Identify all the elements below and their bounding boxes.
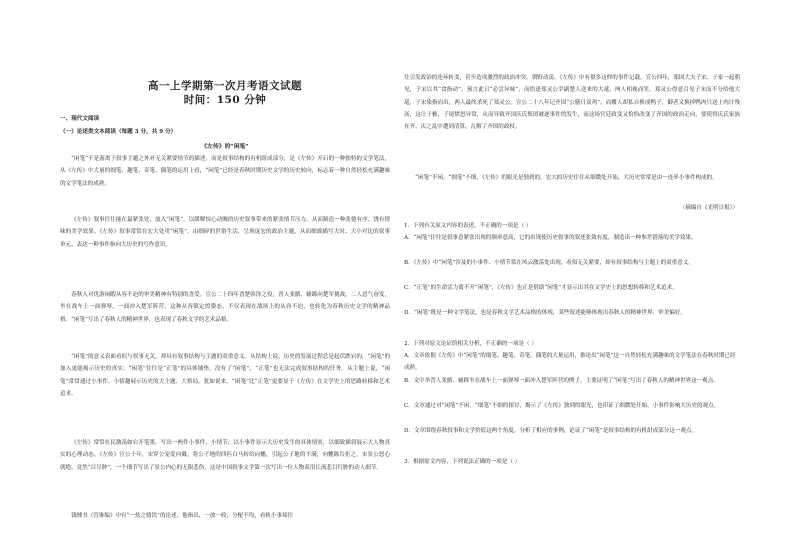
question-1-option-b: B．《左传》中“闲笔”涉及的小事件、小情节常在风云激荡处出现，看似无关紧要，却有叙事结构与主题上的双重意义。 — [404, 260, 694, 266]
subsection-heading: （一）论述类文本阅读（每题 3 分，共 9 分） — [60, 129, 177, 135]
exam-time: 时间：150 分钟 — [183, 94, 267, 106]
question-2-option-c: C．文章通过对“闲笔”不闲、“细笔”不细的探讨，揭示了《左传》独到的眼光，也印证了细微处开始、小事件影响大历史的观点。 — [404, 403, 720, 409]
section-heading: 一、现代文阅读 — [60, 116, 100, 122]
question-2: 2．下列对原文论证的相关分析，不正确的一项是（ ） — [404, 341, 537, 347]
question-1-option-d: D．“闲笔”既是一种文学笔法，也是春秋文学艺术品格的体现，某些叙述能够体现出春秋人的精神世界、审美偏好。 — [404, 310, 686, 316]
left-paragraph: “闲笔”不是游离于叙事主题之外对无关紧要情节的描述，而是叙事结构的有机组成部分，是《左传》开启的一种独特的文学笔法，从《左传》中大量的细笔、趣笔、奇笔、偶笔的运用上看，“闲笔”已经是春秋时期历史文学的历史转向，标志着一种自然轻松充满趣味的文学笔法的成熟。 — [60, 156, 390, 187]
question-3: 3．根据原文内容，下列说法正确的一项是（ ） — [404, 459, 521, 465]
left-paragraph: 《左传》叙事往往能在最紧张处，放入“闲笔”，以缓解惊心动魄的历史叙事带来的紧张情节压力，从而制造一种张弛有序、饶有情味的美学效果。《左传》叙事常常在宏大处用“闲笔”，由细碎的世俗生活，呈现庞宏的政治主题，从而细致描写大时、大小对比的叙事单元，表达一种事件指向大历史的写作意识。 — [60, 217, 390, 248]
left-paragraph: “闲笔”的意义表面看似与叙事无关，却具有叙事结构与主题的双重意义。从结构上说，历史的发展过程总是起伏跌宕的，“闲笔”的加入更能揭示历史的真实；“闲笔”往往是“正笔”的具体铺垫，没有了“闲笔”，“正笔”也无法完成叙事结构的任务。从主题上说，“闲笔”常常通过小事件、小情趣展示历史的大主题、大格局。犹如说来，“闲笔”比“正笔”更要显于《左传》在文学史上的思路转移和艺术追求。 — [60, 354, 390, 397]
question-1-option-a: A．“闲笔”往往是叙事意紧张出现的频率意高，它的出现使历史叙事的叙述张敛有度，制造出一种参差错落的美学效果。 — [404, 235, 697, 241]
exam-title: 高一上学期第一次月考语文试题 — [148, 80, 302, 92]
question-2-option-b: B．文中举晋人张骼、辅跞坐在战车上一面弹琴一面冲入楚军阵营的例子，主要证明了“闲笔”写出了春秋人的精神世界这一观点。 — [404, 378, 719, 384]
left-paragraph: 春秋人对优游闲暇从容不迫的审美精神有特别的喜爱。宣公二十四年晋楚韩泽之役，晋人张骼、辅跞向楚军挑战，二人意气奋发，坐在战车上一面弹琴，一面冲入楚军阵营。这种从容镇定的姿态，不仅表现在战场上的从容不迫，也转化为春秋历史文学的精神品格。“闲笔”写出了春秋人的精神世界，也表现了春秋文学的艺术品格。 — [60, 292, 390, 323]
left-paragraph: 《左传》常常在民激荡如宕开笔墨，写出一两件小事件、小情节，以小事件显示大历史发生的具体情景，以细致描叙展示大人物真实的心理动态。《左传》宣公十年，宋穿公宠爱向戴，将公子地的四匹白马转给向魋，引起公子地的不满，向魋陈告拒之，宋景公怒心就绝，竟然“目尽肿”，一个细节写出了景公内心的无限悲伤，这是中国叙事文学第一次写出一位人物双泪长流悲目红肿的动人细节。 — [60, 440, 390, 471]
right-paragraph: 往引发政治的连环转变，甚至造成激烈的政治冲突、朝野动荡。《左传》中有很多这样的事件记载。宣公四年，郑国大夫子宋、子家一起朝见，子宋以其“食指动”，预言此日“必尝异味”，而恰逢郑灵公宰副楚人送来的大鼋，两人相视而笑。郑灵公得意召见子宋而不分给他大鼋，子宋染指而出，两人最终杀死了郑灵公。宣公二十八年记齐国“公膳日双鸡”，而饔人却私自换成鸭子，御者又换掉鸭肉只送上肉汁残汤，这让子雅、子尾愤怒异常，从而导致齐国庆氏集团被逐事件的发生，而这场官廷政变又恰恰改变了齐国的政治走向，要使得庆氏家族在齐、庆之乱中遭到清算，瓦解了齐国的政权。 — [404, 75, 740, 131]
left-paragraph: 钱锺书《管锥编》中有“一炫之嬉饥”的论述，他指出，一放一收，分配不均，看轨小事却往 — [71, 513, 294, 519]
question-2-option-d: D．文章围绕春秋叙事和文学价值这两个角度，分析了相应的事例，论证了“闲笔”是叙事结构的有机组成部分这一观点。 — [404, 428, 698, 434]
question-1-option-c: C．“正笔”的生命活力离不开“闲笔”，《左传》也正是借助“闲笔”才显示出其在文学史上的思想转移和艺术追求。 — [404, 285, 678, 291]
question-2-option-a: A．文章依据《左传》中“闲笔”的细笔、趣笔、奇笔、偶笔的大量运用，推论出“闲笔”这一自然轻松充满趣味的文学笔法在春秋时期已经成熟。 — [404, 353, 736, 372]
right-paragraph: “闲笔”不闲，“细笔”不细，《左传》的眼光是独到的，宏大的历史往往从细微处开始，大历史常常是由一连串小事件构成的。 — [415, 175, 718, 181]
source-citation: （摘编自《光明日报》） — [679, 205, 738, 211]
article-title: 《左传》的“闲笔” — [201, 144, 249, 150]
question-1: 1．下列有关原文内容的表述，不正确的一项是（ ） — [404, 223, 532, 229]
